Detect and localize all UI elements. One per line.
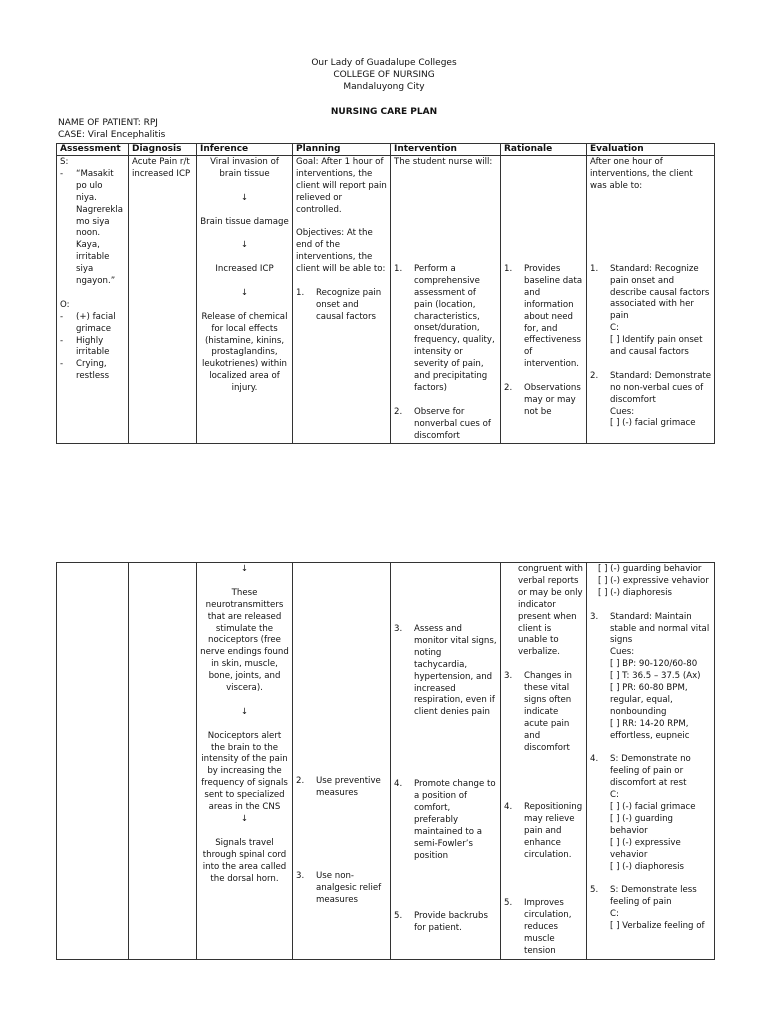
checkbox-criterion: [ ] (-) expressive vehavior bbox=[598, 575, 709, 586]
city-name: Mandaluyong City bbox=[343, 82, 425, 92]
intervention-intro: The student nurse will: bbox=[394, 157, 493, 167]
cues-label: Cues: bbox=[610, 406, 635, 417]
item-text: Use preventive measures bbox=[316, 776, 381, 798]
college-name: COLLEGE OF NURSING bbox=[333, 70, 435, 80]
rationale-continued: congruent with verbal reports or may be only indicator present when client is unable to verbalize. bbox=[518, 564, 583, 658]
column-header: Intervention bbox=[391, 144, 501, 156]
evaluation-intro: After one hour of interventions, the client was able to: bbox=[590, 157, 693, 191]
rationale-item bbox=[504, 898, 583, 958]
checkbox-criterion: [ ] (-) guarding behavior bbox=[598, 564, 702, 574]
item-number: 5. bbox=[504, 898, 513, 909]
rationale-item bbox=[504, 264, 583, 371]
inference-cell bbox=[197, 156, 293, 444]
item-number: 4. bbox=[590, 754, 599, 765]
inference-cell bbox=[197, 563, 293, 960]
item-text: Improves circulation, reduces muscle tension bbox=[524, 898, 572, 956]
planning-item bbox=[296, 287, 387, 324]
item-number: 3. bbox=[504, 671, 513, 682]
item-number: 4. bbox=[504, 802, 513, 813]
inference-step: Viral invasion of brain tissue bbox=[210, 157, 279, 179]
item-number: 2. bbox=[394, 406, 403, 417]
subjective-cue: - “Masakit po ulo niya. Nagrerekla mo siya noon. Kaya, irritable siya ngayon.” bbox=[60, 169, 125, 288]
diagnosis-text: Acute Pain r/t increased ICP bbox=[132, 157, 191, 179]
checkbox-criterion: [ ] (-) facial grimace bbox=[610, 802, 696, 813]
item-number: 2. bbox=[504, 383, 513, 394]
item-number: 1. bbox=[590, 263, 599, 274]
subjective-label: S: bbox=[60, 157, 69, 167]
intervention-item bbox=[394, 910, 497, 935]
criteria-label: C: bbox=[610, 323, 619, 334]
objective-cue: - (+) facial grimace bbox=[60, 312, 125, 336]
down-arrow-icon: ↓ bbox=[240, 192, 249, 203]
document-title: NURSING CARE PLAN bbox=[330, 107, 438, 117]
checkbox-criterion: [ ] BP: 90-120/60-80 bbox=[610, 659, 698, 670]
evaluation-item bbox=[590, 754, 711, 873]
column-header: Planning bbox=[293, 144, 391, 156]
evaluation-item bbox=[590, 611, 711, 743]
checkbox-criterion: [ ] PR: 60-80 BPM, regular, equal, nonbounding bbox=[610, 683, 688, 717]
column-header: Diagnosis bbox=[129, 144, 197, 156]
evaluation-item bbox=[590, 263, 711, 359]
item-number: 1. bbox=[394, 263, 403, 274]
evaluation-cell bbox=[587, 563, 715, 960]
criteria-label: C: bbox=[610, 909, 619, 920]
objective-cue: - Crying, restless bbox=[60, 359, 125, 383]
checkbox-criterion: [ ] (-) facial grimace bbox=[610, 418, 696, 429]
checkbox-criterion: [ ] (-) expressive vehavior bbox=[610, 837, 681, 860]
intervention-item bbox=[394, 779, 497, 862]
care-plan-table-page1 bbox=[56, 143, 715, 444]
inference-step: Increased ICP bbox=[215, 264, 274, 275]
item-text: S: Demonstrate less feeling of pain bbox=[610, 885, 697, 908]
evaluation-item bbox=[590, 885, 711, 933]
item-text: Provide backrubs for patient. bbox=[414, 910, 488, 933]
down-arrow-icon: ↓ bbox=[240, 240, 249, 251]
item-text: Standard: Demonstrate no non-verbal cues of discomfort bbox=[610, 370, 712, 405]
item-text: Repositioning may relieve pain and enhance circulation. bbox=[524, 802, 583, 861]
item-number: 2. bbox=[296, 776, 305, 786]
checkbox-criterion: [ ] (-) diaphoresis bbox=[610, 861, 684, 872]
item-text: Standard: Maintain stable and normal vital signs bbox=[610, 611, 710, 646]
planning-cell bbox=[293, 563, 391, 960]
item-number: 3. bbox=[296, 870, 305, 881]
item-number: 3. bbox=[394, 624, 403, 634]
planning-goal: Goal: After 1 hour of interventions, the client will report pain relieved or controlled. bbox=[296, 157, 387, 215]
objective-cue: - Highly irritable bbox=[60, 336, 125, 360]
evaluation-cell bbox=[587, 156, 715, 444]
down-arrow-icon: ↓ bbox=[240, 287, 249, 298]
item-number: 1. bbox=[296, 287, 305, 298]
item-text: S: Demonstrate no feeling of pain or discomfort at rest bbox=[610, 754, 691, 789]
table-header-row bbox=[57, 144, 715, 156]
evaluation-item bbox=[590, 370, 712, 431]
checkbox-criterion: [ ] RR: 14-20 RPM, effortless, eupneic bbox=[610, 718, 690, 741]
planning-item bbox=[296, 870, 387, 907]
inference-step: Release of chemical for local effects (histamine, kinins, prostaglandins, leukotrienes) within localized area of injury. bbox=[201, 311, 288, 394]
patient-name: NAME OF PATIENT: RPJ bbox=[58, 118, 158, 128]
inference-step: Signals travel through spinal cord into the area called the dorsal horn. bbox=[202, 837, 287, 884]
inference-step: Brain tissue damage bbox=[200, 216, 289, 227]
column-header: Assessment bbox=[57, 144, 129, 156]
rationale-cell bbox=[501, 156, 587, 444]
down-arrow-icon: ↓ bbox=[240, 564, 249, 574]
assessment-cell bbox=[57, 563, 129, 960]
diagnosis-cell bbox=[129, 563, 197, 960]
table-row bbox=[57, 563, 715, 960]
intervention-item bbox=[394, 624, 497, 719]
checkbox-criterion: [ ] Identify pain onset and causal factors bbox=[610, 335, 703, 358]
item-number: 4. bbox=[394, 779, 403, 790]
item-text: Assess and monitor vital signs, noting tachycardia, hypertension, and increased respiration, even if client denies pain bbox=[414, 624, 497, 718]
item-text: Observations may or may not be bbox=[524, 383, 581, 417]
item-number: 1. bbox=[504, 264, 513, 274]
rationale-item bbox=[504, 671, 583, 754]
item-text: Use non-analgesic relief measures bbox=[316, 870, 382, 905]
item-text: Perform a comprehensive assessment of pain (location, characteristics, onset/duration, frequency, quality, intensity or severity of pain, and precipitating factors) bbox=[414, 263, 495, 393]
item-text: Observe for nonverbal cues of discomfort bbox=[414, 406, 491, 441]
patient-case: CASE: Viral Encephalitis bbox=[58, 130, 166, 140]
assessment-cell bbox=[57, 156, 129, 444]
rationale-item bbox=[504, 802, 583, 862]
rationale-item bbox=[504, 383, 583, 419]
item-text: Standard: Recognize pain onset and describe causal factors associated with her pain bbox=[610, 263, 710, 322]
planning-cell bbox=[293, 156, 391, 444]
school-name: Our Lady of Guadalupe Colleges bbox=[311, 58, 457, 68]
item-number: 5. bbox=[590, 885, 599, 896]
item-text: Recognize pain onset and causal factors bbox=[316, 287, 382, 322]
planning-item bbox=[296, 776, 387, 800]
checkbox-criterion: [ ] (-) diaphoresis bbox=[598, 587, 672, 598]
column-header: Rationale bbox=[501, 144, 587, 156]
intervention-cell bbox=[391, 563, 501, 960]
down-arrow-icon: ↓ bbox=[240, 813, 249, 824]
diagnosis-cell bbox=[129, 156, 197, 444]
cues-label: Cues: bbox=[610, 647, 635, 658]
checkbox-criterion: [ ] T: 36.5 – 37.5 (Ax) bbox=[610, 671, 701, 682]
item-number: 2. bbox=[590, 370, 599, 381]
objective-label: O: bbox=[60, 299, 70, 310]
item-text: Provides baseline data and information about need for, and effectiveness of intervention. bbox=[524, 264, 583, 370]
planning-objectives: Objectives: At the end of the interventions, the client will be able to: bbox=[296, 228, 386, 275]
intervention-item bbox=[394, 406, 497, 443]
down-arrow-icon: ↓ bbox=[240, 706, 249, 717]
column-header: Inference bbox=[197, 144, 293, 156]
item-number: 5. bbox=[394, 910, 403, 921]
checkbox-criterion: [ ] Verbalize feeling of bbox=[610, 921, 705, 932]
inference-step: These neurotransmitters that are released stimulate the nociceptors (free nerve endings found in skin, muscle, bone, joints, and viscera). bbox=[200, 587, 289, 694]
inference-step: Nociceptors alert the brain to the intensity of the pain by increasing the frequency of signals sent to specialized areas in the CNS bbox=[201, 730, 288, 813]
table-row bbox=[57, 156, 715, 444]
checkbox-criterion: [ ] (-) guarding behavior bbox=[610, 814, 674, 836]
item-text: Changes in these vital signs often indicate acute pain and discomfort bbox=[524, 671, 572, 753]
column-header: Evaluation bbox=[587, 144, 715, 156]
intervention-item bbox=[394, 263, 497, 395]
intervention-cell bbox=[391, 156, 501, 444]
rationale-cell bbox=[501, 563, 587, 960]
care-plan-table-page2 bbox=[56, 562, 715, 960]
item-number: 3. bbox=[590, 611, 599, 622]
item-text: Promote change to a position of comfort, preferably maintained to a semi-Fowler’s position bbox=[414, 779, 496, 861]
criteria-label: C: bbox=[610, 790, 619, 801]
